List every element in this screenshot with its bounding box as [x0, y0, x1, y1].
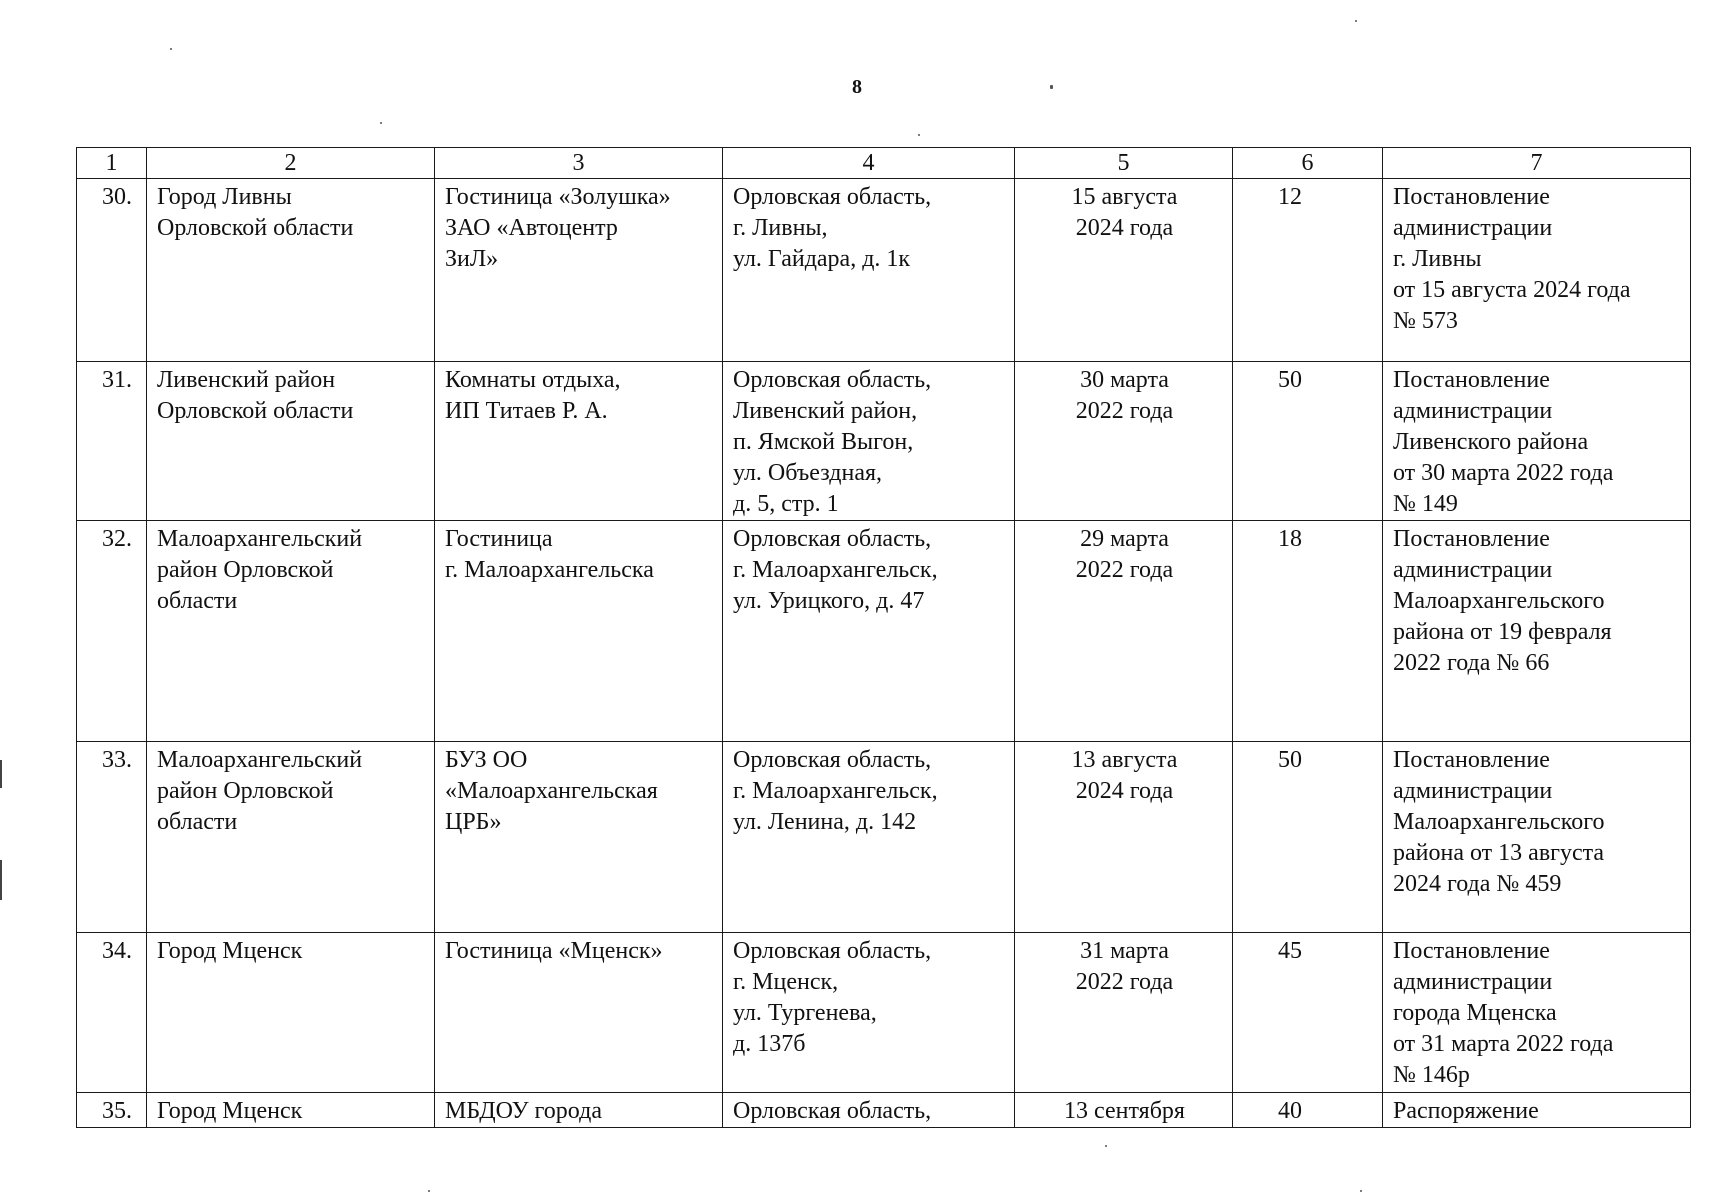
scan-speck	[1050, 85, 1053, 89]
capacity-cell: 12	[1233, 179, 1383, 362]
capacity-cell: 50	[1233, 742, 1383, 933]
scan-speck	[428, 1190, 430, 1192]
municipality-cell: Город Ливны Орловской области	[147, 179, 435, 362]
table-row	[77, 1093, 1691, 1128]
document-cell: Постановление администрации Малоархангельского района от 19 февраля 2022 года № 66	[1383, 521, 1691, 742]
address-cell: Орловская область, г. Малоархангельск, ул. Урицкого, д. 47	[723, 521, 1015, 742]
row-number: 34.	[77, 933, 147, 1093]
date-cell: 29 марта 2022 года	[1015, 521, 1233, 742]
document-cell: Постановление администрации Ливенского района от 30 марта 2022 года № 149	[1383, 362, 1691, 521]
header-cell: 5	[1015, 148, 1233, 179]
scan-edge-mark	[0, 760, 2, 788]
date-cell: 31 марта 2022 года	[1015, 933, 1233, 1093]
scan-speck	[918, 134, 920, 136]
header-cell: 1	[77, 148, 147, 179]
facility-cell: Гостиница «Мценск»	[435, 933, 723, 1093]
capacity-cell: 45	[1233, 933, 1383, 1093]
table-row	[77, 362, 1691, 521]
table-body	[77, 148, 1691, 1128]
scan-edge-mark	[0, 860, 2, 900]
page-number: 8	[852, 76, 862, 98]
header-cell: 2	[147, 148, 435, 179]
address-cell: Орловская область, г. Мценск, ул. Тургенева, д. 137б	[723, 933, 1015, 1093]
row-number: 30.	[77, 179, 147, 362]
document-cell: Постановление администрации г. Ливны от 15 августа 2024 года № 573	[1383, 179, 1691, 362]
municipality-cell: Город Мценск	[147, 1093, 435, 1128]
table-row	[77, 521, 1691, 742]
facility-cell: Гостиница «Золушка» ЗАО «Автоцентр ЗиЛ»	[435, 179, 723, 362]
address-cell: Орловская область,	[723, 1093, 1015, 1128]
scan-speck	[1355, 20, 1357, 22]
scan-speck	[1360, 1190, 1362, 1192]
address-cell: Орловская область, Ливенский район, п. Ямской Выгон, ул. Объездная, д. 5, стр. 1	[723, 362, 1015, 521]
municipality-cell: Город Мценск	[147, 933, 435, 1093]
capacity-cell: 50	[1233, 362, 1383, 521]
document-cell: Распоряжение	[1383, 1093, 1691, 1128]
date-cell: 13 сентября	[1015, 1093, 1233, 1128]
facility-cell: МБДОУ города	[435, 1093, 723, 1128]
facility-cell: Комнаты отдыха, ИП Титаев Р. А.	[435, 362, 723, 521]
municipality-cell: Ливенский район Орловской области	[147, 362, 435, 521]
row-number: 32.	[77, 521, 147, 742]
municipality-cell: Малоархангельский район Орловской области	[147, 521, 435, 742]
document-cell: Постановление администрации Малоархангельского района от 13 августа 2024 года № 459	[1383, 742, 1691, 933]
document-cell: Постановление администрации города Мценска от 31 марта 2022 года № 146р	[1383, 933, 1691, 1093]
capacity-cell: 18	[1233, 521, 1383, 742]
date-cell: 30 марта 2022 года	[1015, 362, 1233, 521]
table-row	[77, 179, 1691, 362]
date-cell: 15 августа 2024 года	[1015, 179, 1233, 362]
row-number: 31.	[77, 362, 147, 521]
row-number: 33.	[77, 742, 147, 933]
header-cell: 3	[435, 148, 723, 179]
scan-speck	[1105, 1145, 1107, 1147]
date-cell: 13 августа 2024 года	[1015, 742, 1233, 933]
facility-cell: БУЗ ОО «Малоархангельская ЦРБ»	[435, 742, 723, 933]
capacity-cell: 40	[1233, 1093, 1383, 1128]
table-row	[77, 933, 1691, 1093]
header-cell: 4	[723, 148, 1015, 179]
scan-speck	[170, 48, 172, 50]
row-number: 35.	[77, 1093, 147, 1128]
table-header-row	[77, 148, 1691, 179]
header-cell: 7	[1383, 148, 1691, 179]
table-row	[77, 742, 1691, 933]
header-cell: 6	[1233, 148, 1383, 179]
facility-cell: Гостиница г. Малоархангельска	[435, 521, 723, 742]
scan-speck	[380, 122, 382, 124]
municipality-cell: Малоархангельский район Орловской области	[147, 742, 435, 933]
facilities-table	[76, 147, 1691, 1128]
address-cell: Орловская область, г. Малоархангельск, ул. Ленина, д. 142	[723, 742, 1015, 933]
address-cell: Орловская область, г. Ливны, ул. Гайдара, д. 1к	[723, 179, 1015, 362]
